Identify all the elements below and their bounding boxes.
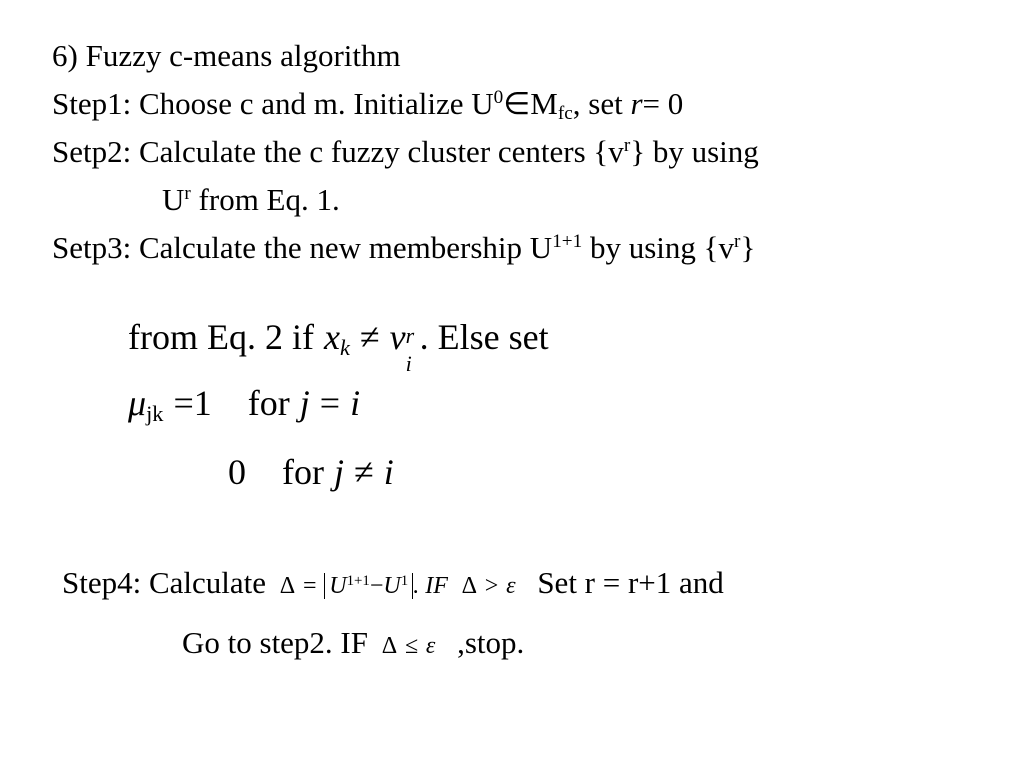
equation-line3 [228,450,394,494]
eq-x: x [323,317,340,357]
step4-text-b: Set r = r+1 and [537,565,724,600]
heading [52,38,401,74]
step1-sub: fc [557,102,573,124]
step4-delta: Δ [279,573,296,599]
step2-text-a: Calculate the c fuzzy cluster centers {v [138,134,624,169]
eq-i2: i [383,452,394,492]
step3-text-a: Calculate the new membership U [138,230,553,265]
step4-line2-a: Go to step2. IF [182,625,368,660]
step3-sup2: r [734,231,741,253]
eq-line1-b: . Else set [419,317,549,357]
step1-text-a: Choose c and m. Initialize U [138,86,494,121]
step2-text-b: } by using [630,134,759,169]
eq-neq2: ≠ [354,452,374,492]
eq-v-sup: r [405,323,415,348]
step1-sup: 0 [493,87,504,109]
step4-abs [324,573,413,599]
step1-elem: ∈M [503,86,558,121]
step2-line2-b: from Eq. 1. [190,182,340,217]
eq-eq: = [319,383,341,423]
eq-neq: ≠ [359,317,380,357]
step4-line [62,565,724,601]
step2-line [52,134,759,170]
equation-line1 [128,315,549,376]
step4-if: . IF [413,573,448,599]
eq-zero: 0 [228,452,246,492]
step4-delta3: Δ [381,633,398,659]
step2-line2-a: U [162,182,185,217]
eq-mu-sub: jk [146,400,164,426]
eq-i1: i [350,383,361,423]
step2-line2 [162,182,340,218]
eq-j1: j [299,383,310,423]
step4-le: ≤ [404,633,419,659]
equation-line2 [128,381,360,425]
step4-eq: = [302,573,317,599]
step1-line [52,86,683,122]
step2-line2-sup: r [184,183,191,205]
eq-v: v [389,317,406,357]
step4-delta2: Δ [461,573,478,599]
step3-text-c: } [740,230,756,265]
step4-minus: − [369,573,384,599]
step4-label: Step4: Calculate [62,565,267,600]
step4-line2 [182,625,524,661]
eq-j2: j [333,452,344,492]
step3-text-b: by using {v [582,230,735,265]
step3-line [52,230,755,266]
step2-label: Setp2: [52,134,139,169]
eq-v-sub: i [405,351,412,376]
eq-for1: for [247,383,290,423]
heading-text: 6) Fuzzy c-means algorithm [52,38,401,73]
eq-line1-a: from Eq. 2 if [128,317,314,357]
step1-text-b: , set [572,86,631,121]
eq-for2: for [282,452,324,492]
step4-line2-b: ,stop. [457,625,525,660]
step3-label: Setp3: [52,230,139,265]
step4-eps2: ε [425,633,436,659]
step1-var: r [630,86,643,121]
eq-x-sub: k [339,334,350,360]
step4-gt: > [484,573,499,599]
eq-mu: μ [128,383,147,423]
step2-sup: r [623,135,631,157]
step4-eps: ε [506,573,516,599]
step4-u-sup: 1+1 [346,572,370,589]
step4-u2-sup: 1 [400,572,409,589]
step1-text-c: = 0 [642,86,684,121]
eq-eq-one: =1 [173,383,212,423]
step4-u2: U [383,573,401,599]
step3-sup: 1+1 [552,231,583,253]
step4-u: U [329,573,347,599]
step1-label: Step1: [52,86,139,121]
